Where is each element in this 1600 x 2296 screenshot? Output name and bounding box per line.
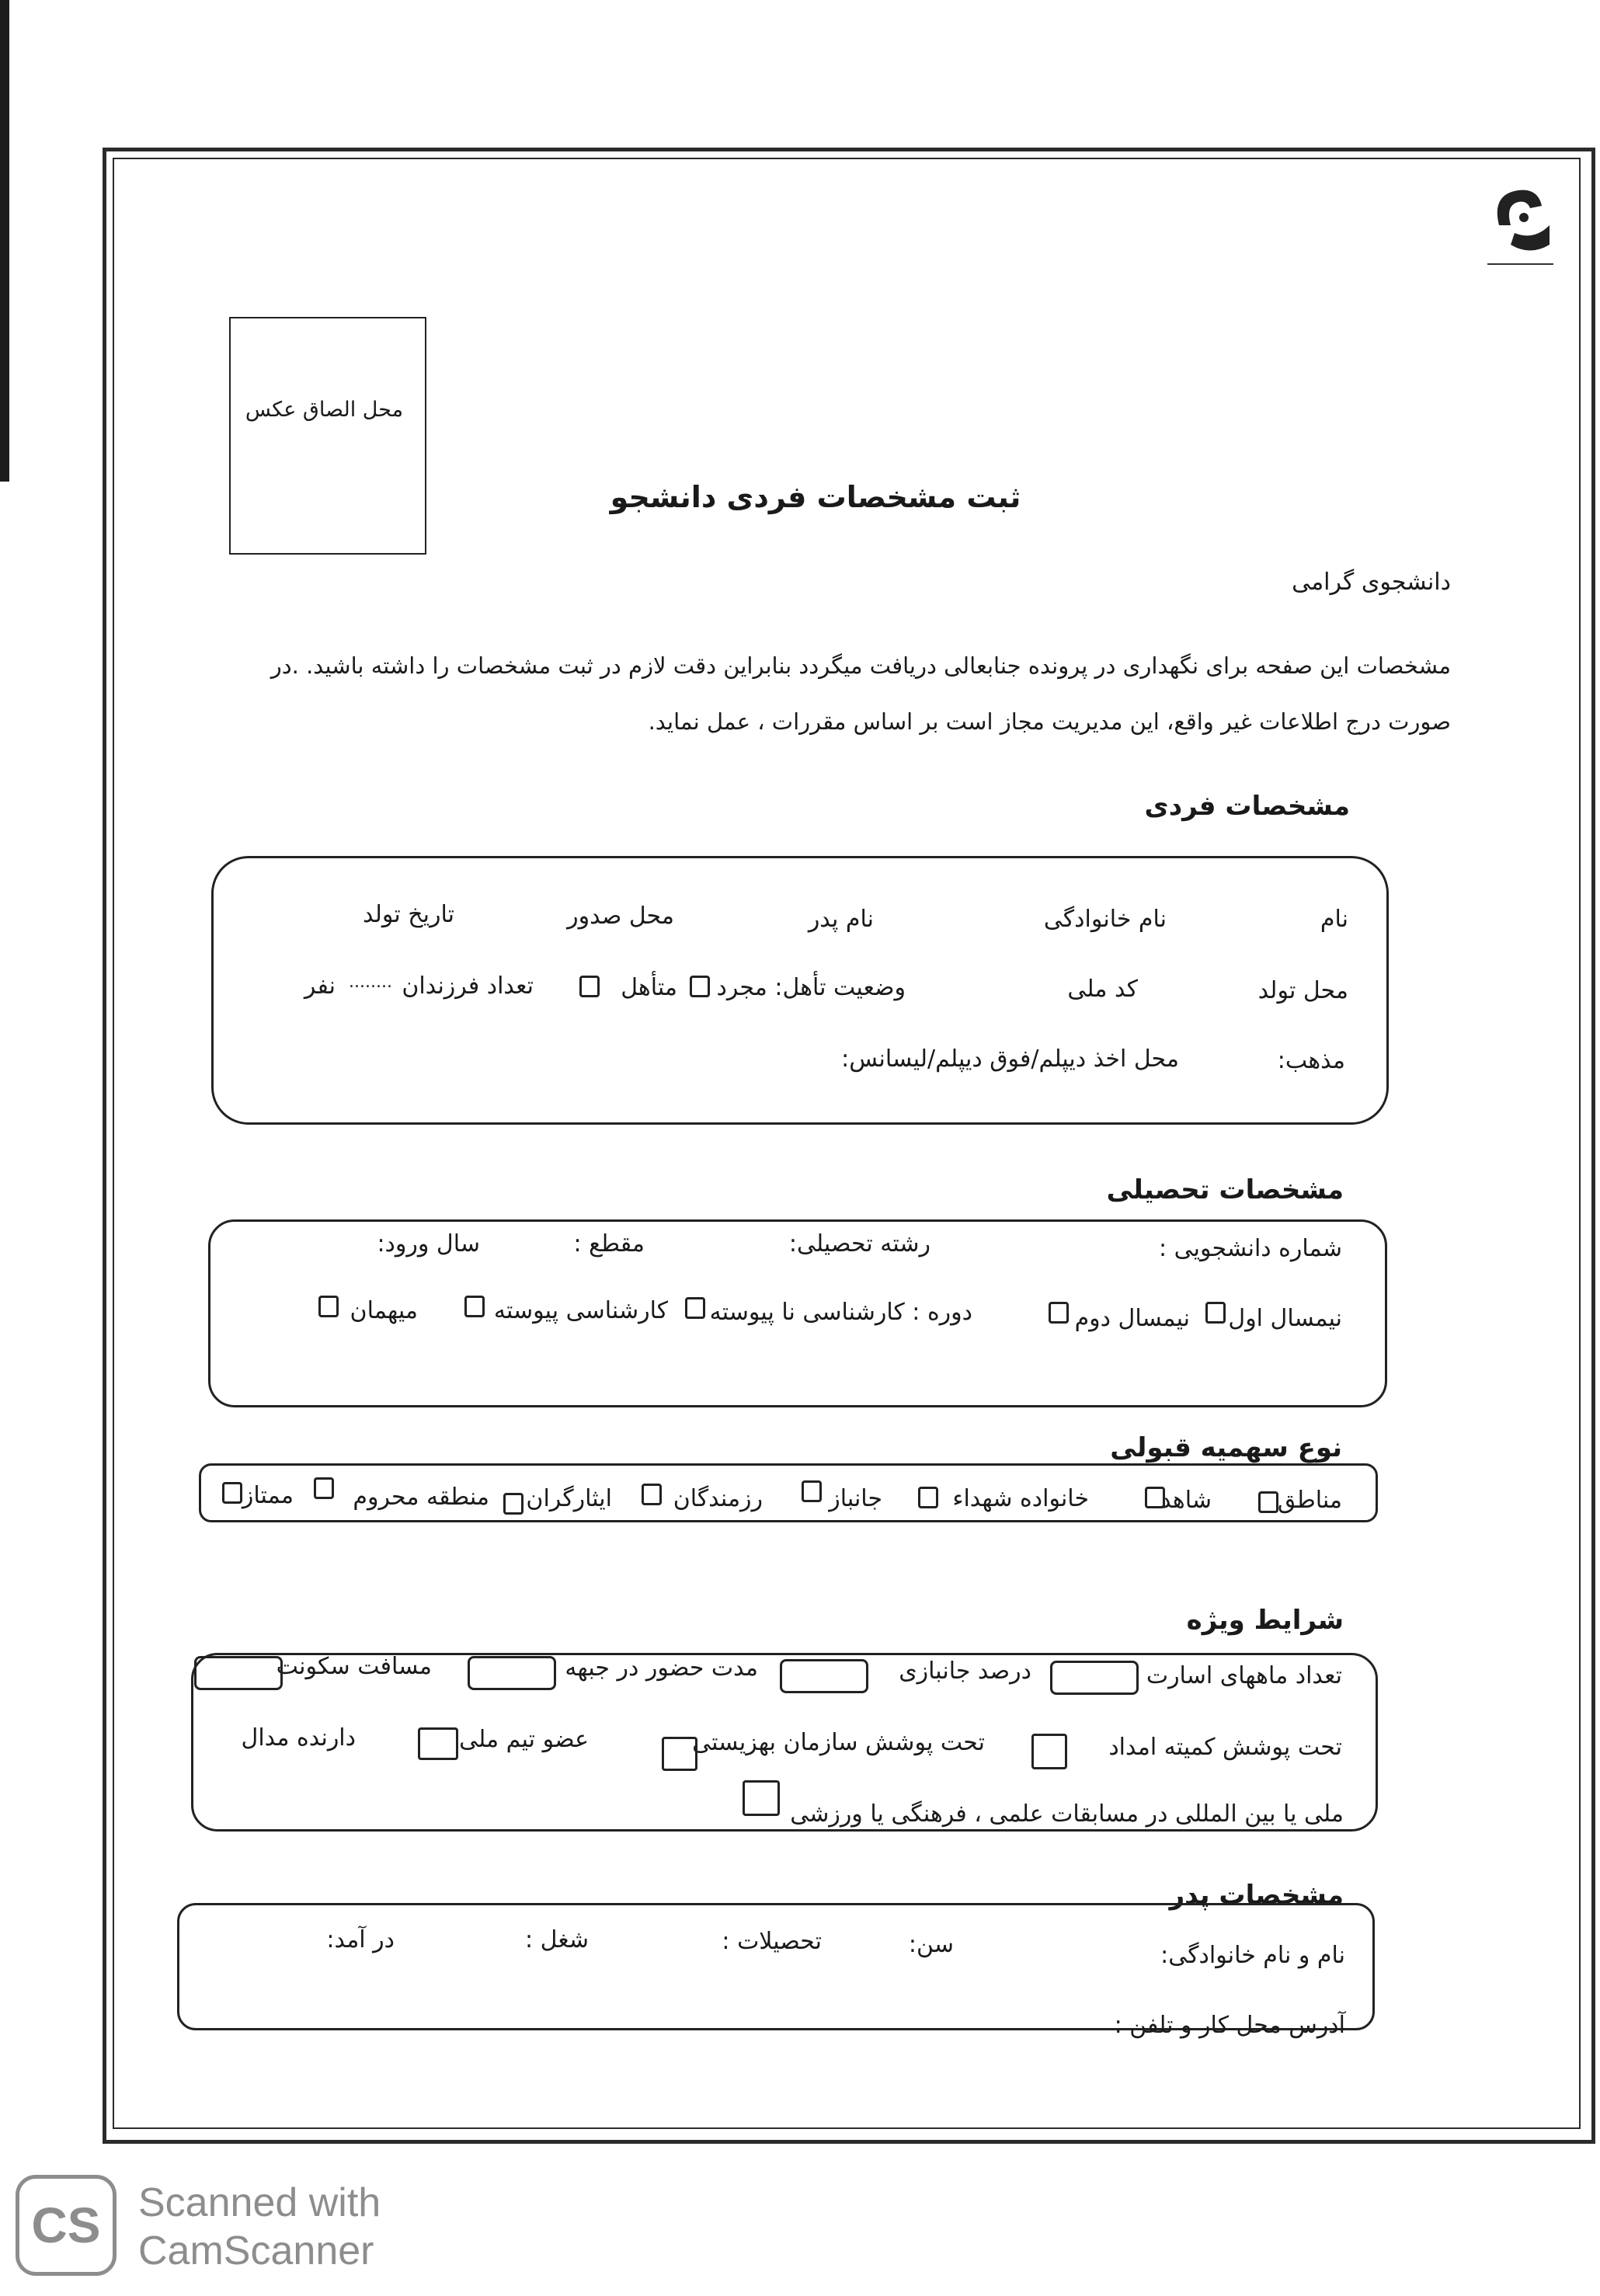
relief-committee-label: تحت پوشش کمیته امداد	[1108, 1734, 1342, 1761]
non-continuous-checkbox[interactable]	[685, 1297, 705, 1319]
quota-devotees-label: ایثارگران	[526, 1485, 612, 1512]
semester-2-checkbox[interactable]	[1049, 1302, 1069, 1324]
single-checkbox[interactable]	[690, 976, 710, 997]
entry-year-label: سال ورود:	[377, 1230, 480, 1258]
quota-deprived-checkbox[interactable]	[314, 1477, 334, 1499]
married-label: متأهل	[621, 974, 677, 1001]
birth-date-label: تاریخ تولد	[363, 901, 454, 928]
medal-holder-label: دارنده مدال	[241, 1724, 356, 1752]
front-duration-field[interactable]	[468, 1656, 556, 1690]
intro-line-2: صورت درج اطلاعات غیر واقع، این مدیریت مجاز است بر اساس مقررات ، عمل نماید.	[648, 708, 1451, 735]
quota-excellent-label: ممتاز	[242, 1482, 294, 1509]
religion-label: مذهب:	[1277, 1047, 1345, 1074]
guest-checkbox[interactable]	[318, 1296, 339, 1317]
father-name-label: نام پدر	[808, 906, 874, 933]
quota-witness-label: شاهد	[1160, 1487, 1212, 1514]
level-label: مقطع :	[573, 1230, 645, 1258]
last-name-label: نام خانوادگی	[1043, 906, 1167, 933]
field-label: رشته تحصیلی:	[788, 1230, 930, 1258]
special-heading: شرایط ویژه	[1186, 1605, 1344, 1636]
competitions-checkbox[interactable]	[743, 1780, 780, 1816]
semester-1-label: نیمسال اول	[1228, 1305, 1342, 1332]
quota-deprived-label: منطقه محروم	[353, 1484, 489, 1511]
greeting: دانشجوی گرامی	[1292, 569, 1451, 596]
father-address-label: آدرس محل کار و تلفن :	[1114, 2012, 1345, 2039]
quota-regions-label: مناطق	[1277, 1487, 1342, 1514]
married-checkbox[interactable]	[579, 976, 600, 997]
continuous-label: کارشناسی پیوسته	[493, 1297, 668, 1324]
front-duration-label: مدت حضور در جبهه	[565, 1654, 758, 1682]
watermark-line-2: CamScanner	[138, 2228, 374, 2273]
quota-fighters-checkbox[interactable]	[642, 1484, 662, 1505]
quota-regions-checkbox[interactable]	[1258, 1491, 1278, 1513]
father-job-label: شغل :	[525, 1926, 589, 1953]
semester-1-checkbox[interactable]	[1205, 1302, 1226, 1324]
father-education-label: تحصیلات :	[722, 1928, 822, 1955]
continuous-checkbox[interactable]	[464, 1296, 485, 1317]
quota-heading: نوع سهمیه قبولی	[1110, 1432, 1342, 1463]
father-age-label: سن:	[908, 1931, 954, 1958]
scan-edge-shadow	[0, 0, 9, 482]
children-count-label: تعداد فرزندان	[402, 972, 534, 1000]
welfare-org-label: تحت پوشش سازمان بهزیستی	[692, 1729, 985, 1756]
personal-heading: مشخصات فردی	[1144, 791, 1350, 822]
national-team-label: عضو تیم ملی	[459, 1726, 589, 1753]
quota-devotees-checkbox[interactable]	[503, 1493, 523, 1515]
university-logo-icon	[1476, 171, 1561, 280]
photo-box	[229, 317, 426, 555]
first-name-label: نام	[1320, 906, 1348, 933]
national-team-checkbox[interactable]	[418, 1727, 458, 1760]
disability-percent-field[interactable]	[780, 1659, 868, 1693]
marital-status-label: وضعیت تأهل: مجرد	[716, 974, 906, 1001]
academic-heading: مشخصات تحصیلی	[1106, 1174, 1344, 1205]
children-dots: ........	[349, 972, 392, 992]
quota-veteran-checkbox[interactable]	[802, 1480, 822, 1502]
captivity-months-field[interactable]	[1050, 1661, 1139, 1695]
national-code-label: کد ملی	[1067, 976, 1138, 1003]
residence-distance-field[interactable]	[194, 1656, 283, 1690]
residence-distance-label: مسافت سکونت	[276, 1653, 432, 1680]
course-label: دوره : کارشناسی نا پیوسته	[709, 1299, 972, 1326]
relief-committee-checkbox[interactable]	[1031, 1734, 1067, 1769]
page-title: ثبت مشخصات فردی دانشجو	[610, 480, 1021, 514]
issue-place-label: محل صدور	[567, 903, 674, 930]
father-name-label-2: نام و نام خانوادگی:	[1160, 1942, 1345, 1969]
university-logo	[1476, 171, 1561, 280]
camscanner-logo: CS	[16, 2175, 117, 2276]
competitions-label: ملی یا بین المللی در مسابقات علمی ، فرهنگی یا ورزشی	[790, 1800, 1344, 1828]
intro-line-1: مشخصات این صفحه برای نگهداری در پرونده جنابعالی دریافت میگردد بنابراین دقت لازم در ثبت مشخصات را داشته باشید. .در	[270, 652, 1451, 679]
quota-martyr-family-checkbox[interactable]	[918, 1487, 938, 1508]
welfare-org-checkbox[interactable]	[662, 1737, 697, 1771]
quota-martyr-family-label: خانواده شهداء	[952, 1485, 1089, 1512]
guest-label: میهمان	[350, 1297, 418, 1324]
disability-percent-label: درصد جانبازی	[899, 1658, 1031, 1685]
birth-place-label: محل تولد	[1257, 977, 1348, 1004]
father-income-label: در آمد:	[326, 1926, 395, 1953]
watermark-line-1: Scanned with	[138, 2180, 381, 2225]
semester-2-label: نیمسال دوم	[1074, 1305, 1190, 1332]
student-number-label: شماره دانشجویی :	[1158, 1235, 1342, 1262]
quota-witness-checkbox[interactable]	[1145, 1487, 1165, 1508]
children-unit: نفر	[304, 972, 336, 1000]
diploma-place-label: محل اخذ دیپلم/فوق دیپلم/لیسانس:	[841, 1045, 1179, 1073]
photo-box-label: محل الصاق عکس	[245, 398, 404, 422]
father-heading: مشخصات پدر	[1169, 1880, 1344, 1911]
quota-fighters-label: رزمندگان	[673, 1485, 763, 1512]
quota-excellent-checkbox[interactable]	[222, 1482, 242, 1504]
quota-veteran-label: جانباز	[829, 1485, 882, 1512]
captivity-months-label: تعداد ماههای اسارت	[1146, 1662, 1342, 1689]
